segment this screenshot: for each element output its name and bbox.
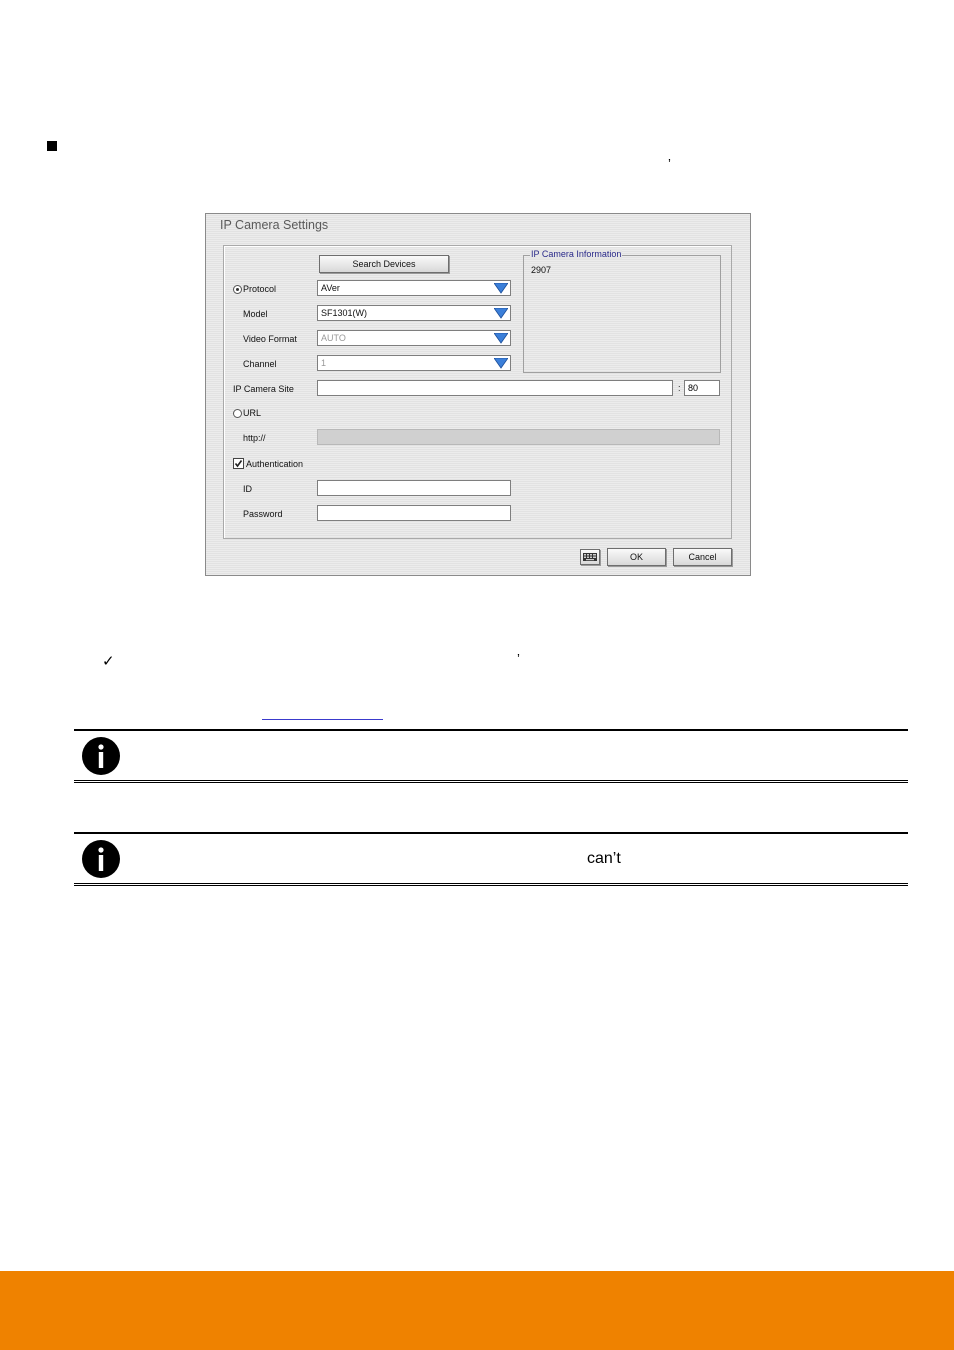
cancel-button[interactable]: Cancel <box>673 548 732 566</box>
password-label: Password <box>243 509 283 519</box>
note-top-rule <box>74 729 908 731</box>
checkmark-icon: ✓ <box>102 652 115 670</box>
url-radio[interactable] <box>233 409 242 418</box>
video-format-value: AUTO <box>321 333 346 343</box>
ip-camera-settings-dialog <box>205 213 751 576</box>
port-input[interactable]: 80 <box>684 380 720 396</box>
footer-bar <box>0 1271 954 1350</box>
dialog-title: IP Camera Settings <box>220 218 329 232</box>
info-glyph <box>82 737 120 775</box>
dropdown-arrow-icon <box>494 358 508 369</box>
ok-button[interactable]: OK <box>607 548 666 566</box>
channel-select[interactable] <box>317 355 511 371</box>
note-text: can’t <box>587 850 621 867</box>
video-format-label: Video Format <box>243 334 297 344</box>
protocol-value: AVer <box>321 283 340 293</box>
dropdown-arrow-icon <box>494 333 508 344</box>
url-input[interactable] <box>317 429 720 445</box>
http-label: http:// <box>243 433 266 443</box>
protocol-radio[interactable] <box>233 285 242 294</box>
ip-camera-information-value: 2907 <box>531 265 552 275</box>
ip-camera-site-input[interactable] <box>317 380 673 396</box>
model-value: SF1301(W) <box>321 308 368 318</box>
url-label: URL <box>243 408 262 418</box>
protocol-label: Protocol <box>243 284 277 294</box>
dropdown-arrow-icon <box>494 308 508 319</box>
id-input[interactable] <box>317 480 511 496</box>
password-input[interactable] <box>317 505 511 521</box>
comma-mark: ’ <box>668 156 671 171</box>
channel-label: Channel <box>243 359 277 369</box>
keyboard-icon <box>583 553 597 561</box>
dropdown-arrow-icon <box>494 283 508 294</box>
video-format-select[interactable] <box>317 330 511 346</box>
ip-camera-site-label: IP Camera Site <box>233 384 294 394</box>
info-icon <box>82 737 120 775</box>
comma-mark: ’ <box>517 651 520 666</box>
search-devices-button[interactable]: Search Devices <box>319 255 449 273</box>
note-top-rule <box>74 832 908 834</box>
channel-value: 1 <box>321 358 327 368</box>
note-bottom-rule <box>74 782 908 783</box>
keyboard-button[interactable] <box>580 549 600 565</box>
ip-camera-information-title: IP Camera Information <box>531 249 622 259</box>
hyperlink-underline[interactable] <box>262 719 383 720</box>
note-bottom-rule <box>74 883 908 884</box>
authentication-label: Authentication <box>246 459 304 469</box>
port-separator: : <box>678 383 681 393</box>
info-icon <box>82 840 120 878</box>
note-bottom-rule <box>74 780 908 781</box>
protocol-select[interactable] <box>317 280 511 296</box>
info-glyph <box>82 840 120 878</box>
model-label: Model <box>243 309 268 319</box>
ip-camera-information-group <box>523 249 721 373</box>
id-label: ID <box>243 484 252 494</box>
checkmark-icon <box>234 459 243 468</box>
authentication-checkbox[interactable] <box>233 458 244 469</box>
bullet-square <box>47 141 57 151</box>
model-select[interactable] <box>317 305 511 321</box>
note-bottom-rule <box>74 885 908 886</box>
